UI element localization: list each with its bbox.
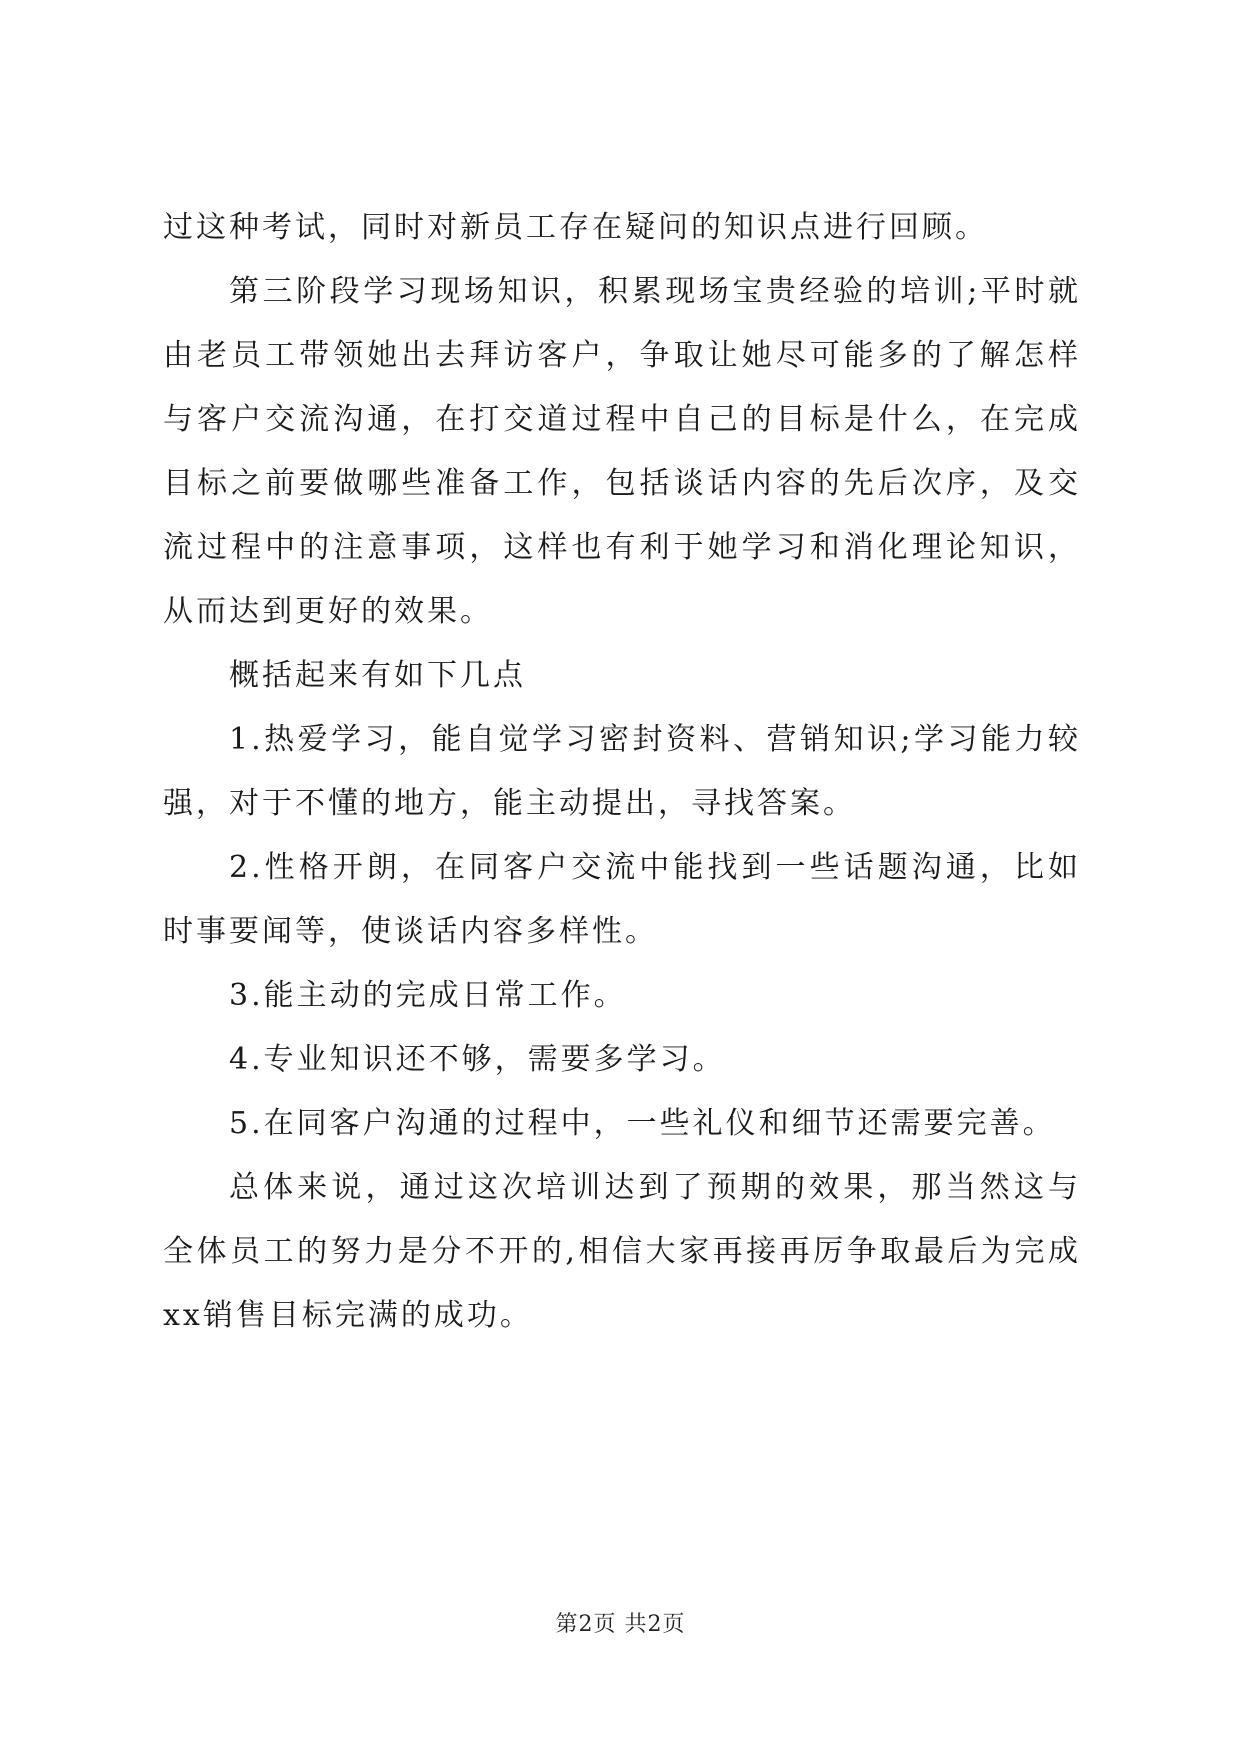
page-number-footer: 第2页 共2页 (555, 1612, 686, 1637)
list-item-1: 1.热爱学习，能自觉学习密封资料、营销知识;学习能力较强，对于不懂的地方，能主动提出，寻找答案。 (163, 722, 1081, 821)
paragraph-summary: 总体来说，通过这次培训达到了预期的效果，那当然这与全体员工的努力是分不开的,相信大家再接再厉争取最后为完成xx销售目标完满的成功。 (163, 1170, 1081, 1333)
paragraph-1: 过这种考试，同时对新员工存在疑问的知识点进行回顾。 (163, 210, 988, 245)
list-item-4: 4.专业知识还不够，需要多学习。 (229, 1042, 726, 1077)
paragraph-2: 第三阶段学习现场知识，积累现场宝贵经验的培训;平时就由老员工带领她出去拜访客户，争取让她尽可能多的了解怎样与客户交流沟通，在打交道过程中自己的目标是什么，在完成目标之前要做哪些准备工作，包括谈话内容的先后次序，及交流过程中的注意事项，这样也有利于她学习和消化理论知识，从而达到更好的效果。 (163, 274, 1081, 629)
document-body (163, 196, 1081, 1348)
list-item-2: 2.性格开朗，在同客户交流中能找到一些话题沟通，比如时事要闻等，使谈话内容多样性。 (163, 850, 1081, 949)
list-item-5: 5.在同客户沟通的过程中，一些礼仪和细节还需要完善。 (229, 1106, 1056, 1141)
paragraph-3: 概括起来有如下几点 (229, 658, 526, 693)
list-item-3: 3.能主动的完成日常工作。 (229, 978, 627, 1013)
